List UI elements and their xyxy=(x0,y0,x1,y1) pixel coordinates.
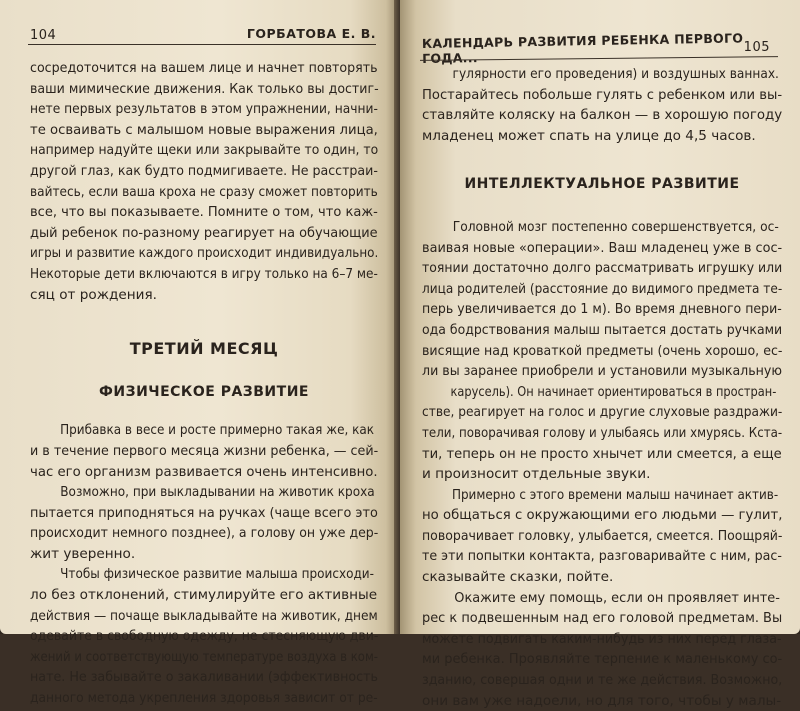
text-line: сказывайте сказки, пойте. xyxy=(422,569,614,586)
left-header-rule xyxy=(28,44,376,45)
text-line: тели, поворачивая голову и улыбаясь или хмурясь. Кста- xyxy=(422,424,783,441)
text-line: все, что вы показываете. Помните о том, что каж- xyxy=(30,204,378,221)
text-line: они вам уже надоели, но для того, чтобы у малы- xyxy=(422,692,782,709)
right-paragraph-1 xyxy=(422,217,782,485)
text-line: жит уверенно. xyxy=(30,545,136,562)
text-line: Прибавка в весе и росте примерно такая же, как xyxy=(60,422,375,439)
text-line: сосредоточится на вашем лице и начнет повторять xyxy=(30,60,378,76)
text-line: другой глаз, как будто подмигиваете. Не расстраи- xyxy=(30,162,378,179)
chapter-heading: ТРЕТИЙ МЕСЯЦ xyxy=(129,339,279,359)
left-page-number: 104 xyxy=(30,28,57,43)
text-line: и в течение первого месяца жизни ребенка, — сей- xyxy=(30,442,379,459)
text-line: действия — почаще выкладывайте на животик, днем xyxy=(30,607,378,624)
text-line: нате. Не забывайте о закаливании (эффективность xyxy=(30,669,378,686)
text-line: Чтобы физическое развитие малыша происходи- xyxy=(60,566,374,583)
text-line: Постарайтесь побольше гулять с ребенком или вы- xyxy=(422,86,783,103)
left-paragraph-1 xyxy=(30,420,378,482)
left-intro-paragraph xyxy=(30,58,378,305)
text-line: данного метода укрепления здоровья зависит от ре- xyxy=(30,690,378,707)
text-line: тоянии достаточно долго рассматривать игрушку или xyxy=(422,260,783,277)
right-paragraph-2 xyxy=(422,485,782,588)
text-line: Возможно, при выкладывании на животик кроха xyxy=(60,484,375,501)
text-line: стве, реагирует на голос и другие слуховые раздражи- xyxy=(422,404,783,421)
left-paragraph-3 xyxy=(30,564,378,708)
section-heading: ФИЗИЧЕСКОЕ РАЗВИТИЕ xyxy=(99,383,309,400)
text-line: игры и развитие каждого происходит индивидуально. xyxy=(30,245,379,262)
text-line: карусель). Он начинает ориентироваться в простран- xyxy=(450,383,777,400)
right-page-number: 105 xyxy=(743,40,770,55)
text-line: ставляйте коляску на балкон — в хорошую погоду xyxy=(422,107,783,124)
text-line: час его организм развивается очень интенсивно. xyxy=(30,463,378,480)
right-page-header xyxy=(400,30,800,66)
left-page-body xyxy=(30,58,378,709)
text-line: зданию, совершая одни и те же действия. Возможно, xyxy=(422,672,783,689)
text-line: ода бодрствования малыш пытается достать ручками xyxy=(422,321,783,338)
text-line: ваивая новые «операции». Ваш младенец уже в сос- xyxy=(422,239,783,256)
text-line: перь увеличивается до 1 м). Во время дневного пери- xyxy=(422,301,782,318)
right-continuation-paragraph xyxy=(422,64,782,146)
text-line: те осваивать с малышом новые выражения лица, xyxy=(30,121,378,138)
text-line: ми ребенка. Проявляйте терпение к маленькому со- xyxy=(422,651,783,668)
text-line: висящие над кроваткой предметы (очень хорошо, ес- xyxy=(422,342,783,359)
left-paragraph-2 xyxy=(30,482,378,564)
text-line: ли вы заранее приобрели и установили музыкальную xyxy=(422,363,783,380)
text-line: Окажите ему помощь, если он проявляет инте- xyxy=(454,589,780,606)
text-line: можете подвигать каким-нибудь из них перед глаза- xyxy=(422,630,782,647)
left-page-header xyxy=(0,22,398,42)
right-page xyxy=(400,0,800,709)
text-line: гулярности его проведения) и воздушных ваннах. xyxy=(452,66,779,82)
text-line: вайтесь, если ваша кроха не сразу сможет повторить xyxy=(30,183,378,200)
text-line: одевайте в свободную одежду, не стесняющую дви- xyxy=(30,628,379,645)
text-line: нете первых результатов в этом упражнении, начни- xyxy=(30,101,378,118)
text-line: те эти попытки контакта, разговаривайте с ним, рас- xyxy=(422,548,782,565)
text-line: Некоторые дети включаются в игру только на 6–7 ме- xyxy=(30,265,378,282)
text-line: рес к подвешенным над его головой предметам. Вы xyxy=(422,610,783,627)
right-running-head: КАЛЕНДАРЬ РАЗВИТИЯ РЕБЕНКА ПЕРВОГО ГОДА... xyxy=(421,30,744,66)
text-line: происходит немного позднее), а голову он уже дер- xyxy=(30,525,379,542)
text-line: например надуйте щеки или закрывайте то один, то xyxy=(30,142,379,159)
left-page xyxy=(0,0,398,707)
text-line: и произносит отдельные звуки. xyxy=(422,466,651,483)
right-page-body xyxy=(422,64,782,711)
text-line: ти, теперь он не просто хнычет или смеется, а еще xyxy=(422,445,782,462)
section-heading: ИНТЕЛЛЕКТУАЛЬНОЕ РАЗВИТИЕ xyxy=(464,176,740,193)
text-line: лица родителей (расстояние до видимого предмета те- xyxy=(422,280,783,297)
text-line: пытается приподняться на ручках (чаще всего это xyxy=(30,504,378,521)
text-line: младенец может спать на улице до 4,5 часов. xyxy=(422,127,756,144)
right-paragraph-3 xyxy=(422,588,782,711)
left-running-head: ГОРБАТОВА Е. В. xyxy=(246,26,376,41)
text-line: жений и соответствующую температуре воздуха в ком- xyxy=(30,648,379,665)
text-line: но общаться с окружающими его людьми — гулит, xyxy=(422,507,783,524)
text-line: поворачивает головку, улыбается, смеется. Поощряй- xyxy=(422,527,783,544)
text-line: Головной мозг постепенно совершенствуется, ос- xyxy=(452,218,779,235)
text-line: Примерно с этого времени малыш начинает актив- xyxy=(451,486,779,503)
text-line: дый ребенок по-разному реагирует на обучающие xyxy=(30,224,378,241)
text-line: ваши мимические движения. Как только вы достиг- xyxy=(30,80,379,97)
text-line: ло без отклонений, стимулируйте его активные xyxy=(30,587,378,604)
text-line: сяц от рождения. xyxy=(30,286,157,303)
